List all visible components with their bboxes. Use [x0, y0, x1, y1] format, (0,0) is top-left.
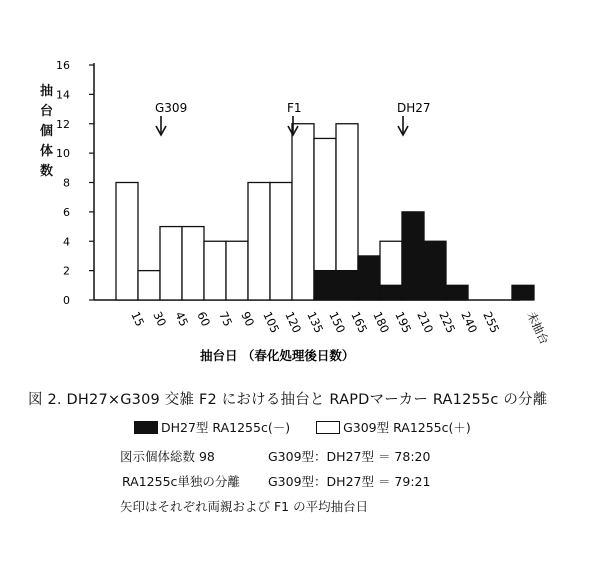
- figure-caption: 図 2. DH27×G309 交雑 F2 における抽台と RAPDマーカー RA1255c の分離: [28, 392, 548, 408]
- y-tick-label: 0: [63, 294, 70, 307]
- x-tick-label: 75: [216, 309, 236, 329]
- x-tick-label: 未抽台: [524, 309, 552, 347]
- legend-swatch-g309: [316, 421, 340, 434]
- x-tick-label: 210: [414, 309, 437, 336]
- bar-g309: [182, 227, 204, 300]
- x-tick-label: 90: [238, 309, 258, 329]
- y-axis-label-char: 数: [40, 164, 54, 179]
- parent-arrow-label: DH27: [397, 101, 431, 115]
- bar-g309: [336, 124, 358, 271]
- bar-dh27: [512, 285, 534, 300]
- bar-dh27: [446, 285, 468, 300]
- x-tick-label: 15: [128, 309, 148, 329]
- bar-g309: [226, 241, 248, 300]
- bar-dh27: [336, 271, 358, 300]
- parent-arrow-label: G309: [155, 101, 188, 115]
- x-tick-label: 255: [480, 309, 503, 336]
- x-tick-label: 105: [260, 309, 283, 336]
- x-tick-label: 165: [348, 309, 371, 336]
- y-tick-label: 10: [56, 147, 70, 161]
- note-ratio-marker: G309型：DH27型 ＝ 79:21: [268, 474, 431, 489]
- x-tick-label: 45: [172, 309, 192, 329]
- y-tick-label: 2: [63, 264, 70, 278]
- x-tick-label: 195: [392, 309, 415, 336]
- bar-dh27: [380, 285, 402, 300]
- y-tick-label: 14: [56, 88, 70, 102]
- x-axis-label: 抽台日 （春化処理後日数）: [200, 348, 355, 363]
- legend-label-dh27: DH27型 RA1255c(－): [161, 420, 291, 435]
- x-tick-label: 225: [436, 309, 459, 336]
- legend-swatch-dh27: [134, 421, 158, 434]
- note-arrow-explanation: 矢印はそれぞれ両親および F1 の平均抽台日: [120, 499, 369, 514]
- parent-arrow-label: F1: [287, 101, 302, 115]
- x-tick-label: 60: [194, 309, 214, 329]
- note-ratio-total: G309型：DH27型 ＝ 78:20: [268, 449, 431, 464]
- bar-g309: [292, 124, 314, 300]
- y-tick-label: 12: [56, 117, 70, 131]
- bar-g309: [138, 271, 160, 300]
- bar-g309: [204, 241, 226, 300]
- y-axis-label-char: 抽: [40, 84, 54, 99]
- bar-g309: [116, 183, 138, 301]
- x-tick-label: 135: [304, 309, 327, 336]
- bar-g309: [160, 227, 182, 300]
- x-tick-label: 150: [326, 309, 349, 336]
- x-tick-label: 240: [458, 309, 481, 336]
- bar-dh27: [402, 212, 424, 300]
- note-total-count: 図示個体総数 98: [120, 449, 215, 464]
- y-axis-label-char: 個: [40, 124, 54, 139]
- bar-g309: [270, 183, 292, 301]
- y-axis-label-char: 台: [40, 104, 54, 119]
- y-tick-label: 6: [63, 205, 70, 219]
- bar-g309: [380, 241, 402, 285]
- bar-dh27: [358, 256, 380, 300]
- y-tick-label: 4: [63, 235, 70, 249]
- note-marker-segregation: RA1255c単独の分離: [122, 474, 240, 489]
- x-tick-label: 30: [150, 309, 170, 329]
- y-axis-label-char: 体: [40, 144, 54, 159]
- legend-label-g309: G309型 RA1255c(＋): [343, 420, 471, 435]
- x-tick-label: 120: [282, 309, 305, 336]
- legend: [134, 418, 471, 436]
- y-tick-label: 16: [56, 59, 70, 72]
- bar-g309: [248, 183, 270, 301]
- bar-dh27: [314, 271, 336, 300]
- bar-g309: [314, 138, 336, 270]
- y-tick-label: 8: [63, 176, 70, 190]
- x-tick-label: 180: [370, 309, 393, 336]
- bar-dh27: [424, 241, 446, 300]
